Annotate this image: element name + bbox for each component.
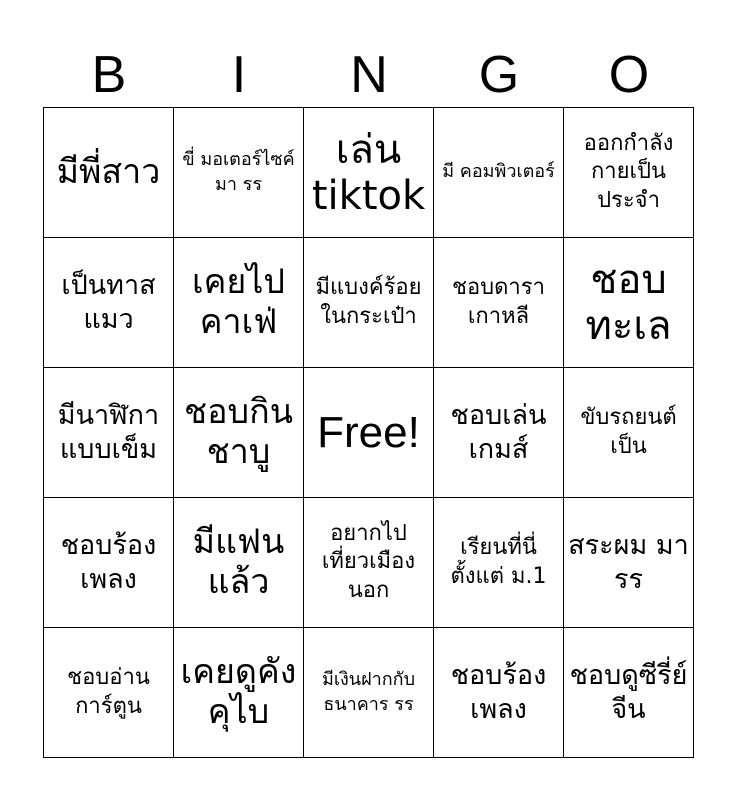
bingo-cell-r1c4[interactable]: [434, 108, 564, 238]
bingo-board: [43, 107, 694, 758]
bingo-cell-r5c5[interactable]: [564, 628, 694, 758]
bingo-cell-r1c2[interactable]: [174, 108, 304, 238]
cell-label: สระผม มา รร: [568, 529, 689, 595]
bingo-cell-r4c3[interactable]: [304, 498, 434, 628]
bingo-cell-r1c1[interactable]: [44, 108, 174, 238]
bingo-cell-r5c1[interactable]: [44, 628, 174, 758]
cell-label: ชอบกินชาบู: [184, 392, 293, 472]
bingo-cell-r3c4[interactable]: [434, 368, 564, 498]
cell-label: ขับรถยนต์เป็น: [580, 404, 677, 459]
cell-label: Free!: [317, 407, 420, 457]
bingo-cell-r2c3[interactable]: [304, 238, 434, 368]
cell-label: ออกกำลังกายเป็นประจำ: [583, 130, 674, 213]
cell-label: ขี่ มอเตอร์ไซค์ มา รร: [182, 149, 295, 195]
bingo-cell-r2c5[interactable]: [564, 238, 694, 368]
bingo-cell-r4c4[interactable]: [434, 498, 564, 628]
cell-label: มีพี่สาว: [56, 151, 161, 192]
cell-label: ชอบดาราเกาหลี: [452, 274, 545, 329]
bingo-cell-r1c3[interactable]: [304, 108, 434, 238]
header-letter-g: G: [478, 46, 520, 104]
bingo-cell-r5c2[interactable]: [174, 628, 304, 758]
cell-label: ชอบร้องเพลง: [450, 659, 547, 725]
cell-label: มีนาฬิกาแบบเข็ม: [57, 399, 160, 465]
bingo-cell-r3c5[interactable]: [564, 368, 694, 498]
header-letter-i: I: [231, 46, 247, 104]
cell-label: เป็นทาสแมว: [61, 269, 156, 335]
cell-label: มีแฟนแล้ว: [192, 522, 285, 602]
cell-label: เคยดูคังคุไบ: [180, 652, 297, 732]
header-letter-o: O: [608, 46, 650, 104]
cell-label: อยากไปเที่ยวเมืองนอก: [321, 520, 416, 603]
cell-label: ชอบเล่นเกมส์: [450, 399, 547, 465]
cell-label: ชอบดูซีรี่ย์จีน: [569, 659, 688, 725]
bingo-cell-r5c3[interactable]: [304, 628, 434, 758]
bingo-header: [44, 44, 694, 106]
bingo-cell-r5c4[interactable]: [434, 628, 564, 758]
bingo-cell-r2c1[interactable]: [44, 238, 174, 368]
bingo-cell-r2c2[interactable]: [174, 238, 304, 368]
bingo-cell-r4c2[interactable]: [174, 498, 304, 628]
cell-label: ชอบทะเล: [585, 256, 672, 349]
cell-label: ชอบอ่านการ์ตูน: [67, 664, 150, 719]
header-letter-n: N: [350, 46, 388, 104]
bingo-cell-r3c2[interactable]: [174, 368, 304, 498]
header-letter-b: B: [91, 46, 127, 104]
bingo-cell-r4c1[interactable]: [44, 498, 174, 628]
cell-label: เรียนที่นี่ตั้งแต่ ม.1: [450, 534, 547, 589]
cell-label: เล่น tiktok: [311, 126, 426, 219]
cell-label: มี คอมพิวเตอร์: [442, 161, 555, 183]
cell-label: มีแบงค์ร้อยในกระเป๋า: [315, 274, 422, 329]
bingo-cell-r1c5[interactable]: [564, 108, 694, 238]
bingo-cell-r2c4[interactable]: [434, 238, 564, 368]
cell-label: มีเงินฝากกับธนาคาร รร: [322, 669, 415, 715]
bingo-cell-free[interactable]: [304, 368, 434, 498]
cell-label: ชอบร้องเพลง: [60, 529, 157, 595]
bingo-cell-r4c5[interactable]: [564, 498, 694, 628]
cell-label: เคยไปคาเฟ่: [192, 262, 285, 342]
bingo-cell-r3c1[interactable]: [44, 368, 174, 498]
